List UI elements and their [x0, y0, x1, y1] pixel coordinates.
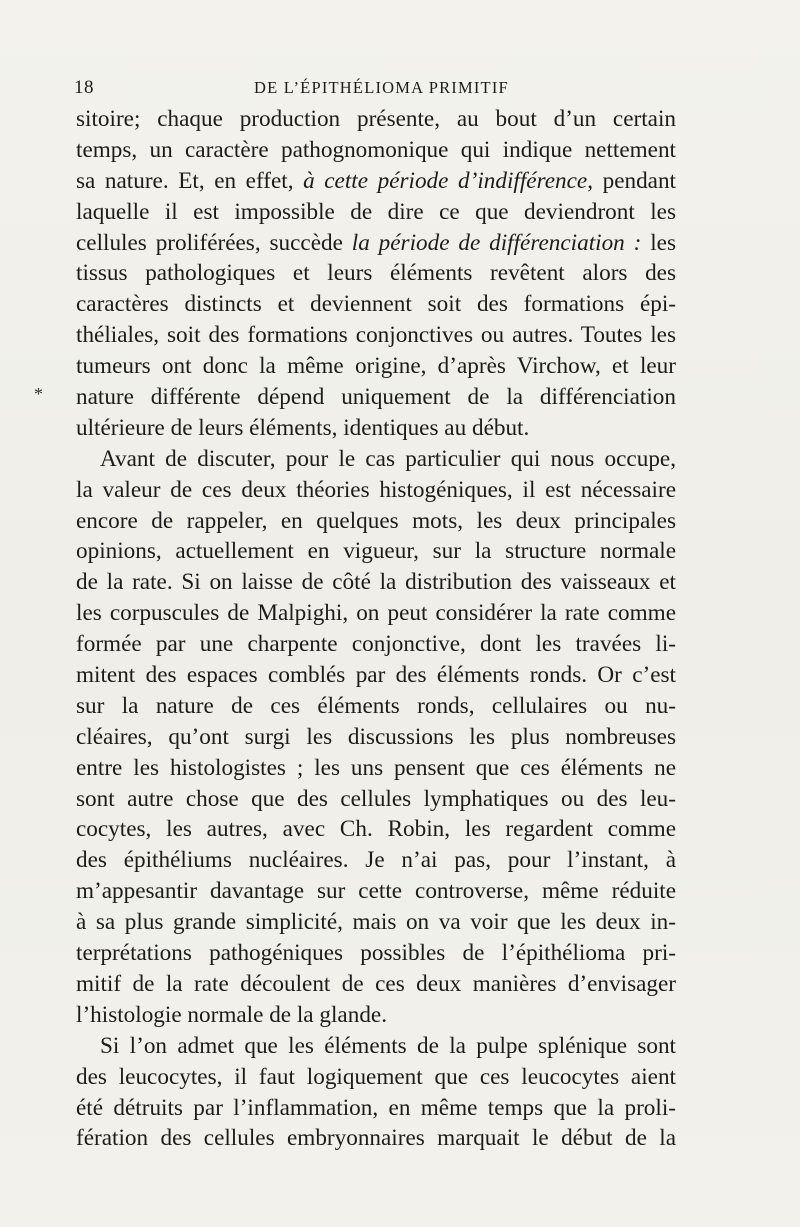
- text-line: temps, un caractère pathognomonique qui indique nettement: [76, 136, 676, 163]
- text-line: formée par une charpente conjonctive, dont les travées li-: [76, 631, 676, 658]
- text-segment: , pendant: [587, 167, 676, 194]
- running-head: DE L’ÉPITHÉLIOMA PRIMITIF: [254, 78, 509, 97]
- text-line: sitoire; chaque production présente, au bout d’un certain: [76, 106, 676, 132]
- page-number: 18: [74, 77, 94, 98]
- text-line: ultérieure de leurs éléments, identiques au début.: [76, 414, 530, 441]
- text-line: Avant de discuter, pour le cas particulier qui nous occupe,: [100, 445, 676, 472]
- italic-phrase: à cette période d’indifférence: [303, 167, 588, 194]
- text-line: les corpuscules de Malpighi, on peut considérer la rate comme: [76, 600, 676, 627]
- text-line: sont autre chose que des cellules lymphatiques ou des leu-: [76, 785, 676, 812]
- text-segment: sa nature. Et, en effet,: [76, 167, 304, 194]
- text-line: fération des cellules embryonnaires marquait le début de la: [76, 1125, 676, 1152]
- text-line: entre les histologistes ; les uns pensent que ces éléments ne: [76, 754, 676, 781]
- text-line: m’appesantir davantage sur cette controverse, même réduite: [76, 878, 676, 905]
- text-line: des épithéliums nucléaires. Je n’ai pas, pour l’instant, à: [76, 847, 676, 874]
- text-line: nature différente dépend uniquement de la différenciation: [76, 384, 676, 411]
- text-line: caractères distincts et deviennent soit des formations épi-: [76, 291, 676, 318]
- text-line: encore de rappeler, en quelques mots, les deux principales: [76, 507, 676, 534]
- text-line: la valeur de ces deux théories histogéniques, il est nécessaire: [76, 476, 676, 503]
- text-segment: cellules proliférées, succède: [76, 229, 352, 256]
- text-line: tissus pathologiques et leurs éléments revêtent alors des: [76, 260, 676, 287]
- margin-mark: *: [34, 384, 43, 404]
- text-line: été détruits par l’inflammation, en même temps que la proli-: [76, 1094, 676, 1121]
- text-line: mitent des espaces comblés par des éléments ronds. Or c’est: [76, 662, 676, 689]
- text-line: Si l’on admet que les éléments de la pulpe splénique sont: [100, 1032, 676, 1059]
- text-line: l’histologie normale de la glande.: [76, 1001, 388, 1028]
- text-line: de la rate. Si on laisse de côté la distribution des vaisseaux et: [76, 569, 676, 596]
- text-line: [76, 228, 676, 259]
- body-text: [76, 104, 676, 1154]
- italic-phrase: la période de différenciation :: [351, 229, 642, 256]
- text-line: des leucocytes, il faut logiquement que ces leucocytes aient: [76, 1063, 676, 1090]
- page-header: [74, 77, 694, 101]
- text-line: cocytes, les autres, avec Ch. Robin, les regardent comme: [76, 816, 676, 843]
- text-line: cléaires, qu’ont surgi les discussions les plus nombreuses: [76, 723, 676, 750]
- text-line: opinions, actuellement en vigueur, sur la structure normale: [76, 538, 676, 565]
- text-line: tumeurs ont donc la même origine, d’après Virchow, et leur: [76, 353, 676, 380]
- text-line: à sa plus grande simplicité, mais on va voir que les deux in-: [76, 909, 676, 936]
- text-line: laquelle il est impossible de dire ce que deviendront les: [76, 198, 676, 225]
- text-line: mitif de la rate découlent de ces deux manières d’envisager: [76, 970, 676, 997]
- text-line: sur la nature de ces éléments ronds, cellulaires ou nu-: [76, 692, 676, 719]
- text-segment: les: [641, 229, 677, 256]
- text-line: terprétations pathogéniques possibles de l’épithélioma pri-: [76, 940, 676, 967]
- text-line: théliales, soit des formations conjonctives ou autres. Toutes les: [76, 322, 676, 349]
- text-line: [76, 166, 676, 197]
